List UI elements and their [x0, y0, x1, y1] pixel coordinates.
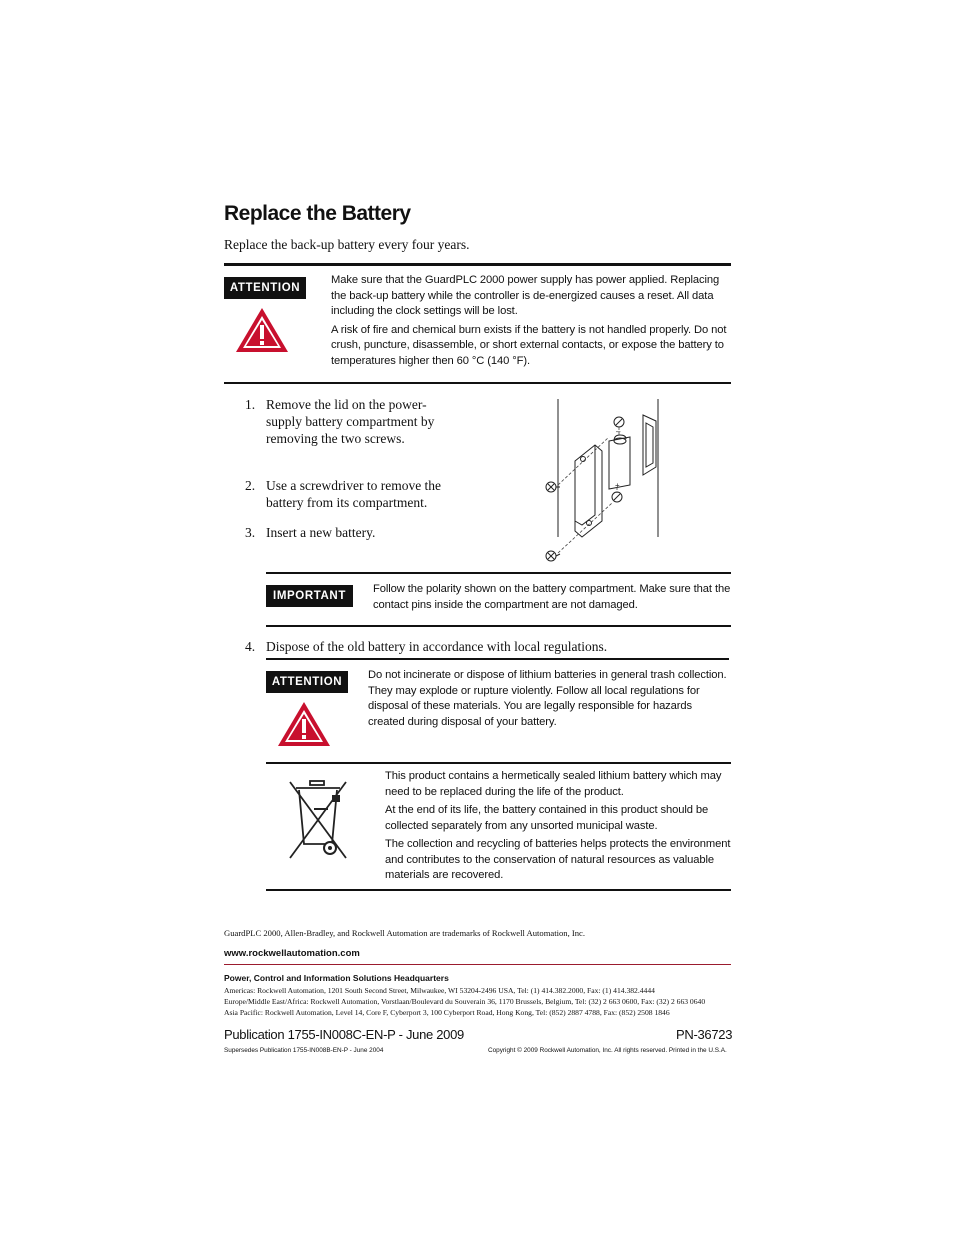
- part-number: PN-36723: [676, 1027, 733, 1042]
- recycle-paragraph-2: At the end of its life, the battery contained in this product should be collected separately from any unsorted municipal waste.: [385, 804, 709, 832]
- attention1-bottom-rule: [224, 382, 731, 384]
- attention1-paragraph-1: Make sure that the GuardPLC 2000 power supply has power applied. Replacing the back-up battery while the controller is de-energized causes a reset. All data including the clock settings will be lost.: [331, 274, 720, 317]
- step-3-text: Insert a new battery.: [266, 525, 376, 540]
- step-3-number: 3.: [245, 525, 256, 540]
- hq-title: Power, Control and Information Solutions Headquarters: [224, 973, 449, 983]
- important-text: Follow the polarity shown on the battery compartment. Make sure that the contact pins inside the compartment are not damaged.: [373, 583, 731, 611]
- supersedes-notice: Supersedes Publication 1755-IN008B-EN-P - June 2004: [224, 1047, 384, 1054]
- address-emea: Europe/Middle East/Africa: Rockwell Automation, Vorstlaan/Boulevard du Souverain 36, 1170 Brussels, Belgium, Tel: (32) 2 663 0600, Fax: (32) 2 663 0640: [224, 997, 706, 1006]
- page-title: Replace the Battery: [224, 202, 411, 225]
- warning-triangle-icon: [276, 700, 332, 748]
- attention1-paragraph-2: A risk of fire and chemical burn exists if the battery is not handled properly. Do not crush, puncture, disassemble, or short external contacts, or expose the battery to temperatures higher then 60 °C (140 °F).: [331, 323, 727, 367]
- important-bottom-rule: [266, 625, 731, 627]
- step-1-text: Remove the lid on the power-supply battery compartment by removing the two screws.: [266, 397, 435, 446]
- attention2-text: Do not incinerate or dispose of lithium batteries in general trash collection. They may explode or rupture violently. Follow all local regulations for disposal of these materials. You are legally responsible for hazards created during disposal of your battery.: [368, 669, 727, 728]
- figure-minus-label: –: [616, 427, 621, 436]
- step-4-text: Dispose of the old battery in accordance with local regulations.: [266, 639, 608, 654]
- attention1-top-rule: [224, 263, 731, 266]
- step-2-text: Use a screwdriver to remove the battery from its compartment.: [266, 478, 442, 510]
- step-4-number: 4.: [245, 639, 256, 654]
- step-2-number: 2.: [245, 478, 256, 493]
- intro-text: Replace the back-up battery every four years.: [224, 237, 470, 252]
- figure-plus-label: +: [615, 481, 620, 490]
- recycle-text: [385, 769, 731, 887]
- trademark-notice: GuardPLC 2000, Allen-Bradley, and Rockwell Automation are trademarks of Rockwell Automation, Inc.: [224, 928, 586, 938]
- recycle-bottom-rule: [266, 889, 731, 891]
- footer-rule: [224, 964, 731, 965]
- copyright-notice: Copyright © 2009 Rockwell Automation, Inc. All rights reserved. Printed in the U.S.A.: [488, 1047, 727, 1054]
- attention2-top-rule: [266, 658, 729, 660]
- recycle-paragraph-3: The collection and recycling of batteries helps protects the environment and contributes to the conservation of natural resources as valuable materials are recovered.: [385, 838, 731, 881]
- address-americas: Americas: Rockwell Automation, 1201 South Second Street, Milwaukee, WI 53204-2496 USA, Tel: (1) 414.382.2000, Fax: (1) 414.382.4444: [224, 986, 655, 995]
- important-top-rule: [266, 572, 731, 574]
- address-asia-pacific: Asia Pacific: Rockwell Automation, Level 14, Core F, Cyberport 3, 100 Cyberport Road, Hong Kong, Tel: (852) 2887 4788, Fax: (852) 2508 1846: [224, 1008, 670, 1017]
- publication-number: Publication 1755-IN008C-EN-P - June 2009: [224, 1027, 464, 1042]
- attention2-bottom-rule: [266, 762, 731, 764]
- warning-triangle-icon: [234, 306, 290, 354]
- website-link[interactable]: www.rockwellautomation.com: [224, 948, 360, 959]
- attention1-badge: ATTENTION: [224, 277, 306, 299]
- attention2-badge: ATTENTION: [266, 671, 348, 693]
- battery-compartment-figure: [540, 397, 665, 567]
- important-badge: IMPORTANT: [266, 585, 353, 607]
- recycle-paragraph-1: This product contains a hermetically sealed lithium battery which may need to be replaced during the life of the product.: [385, 770, 722, 798]
- attention1-text: [331, 273, 731, 372]
- crossed-out-bin-icon: [288, 778, 350, 860]
- step-1-number: 1.: [245, 397, 256, 412]
